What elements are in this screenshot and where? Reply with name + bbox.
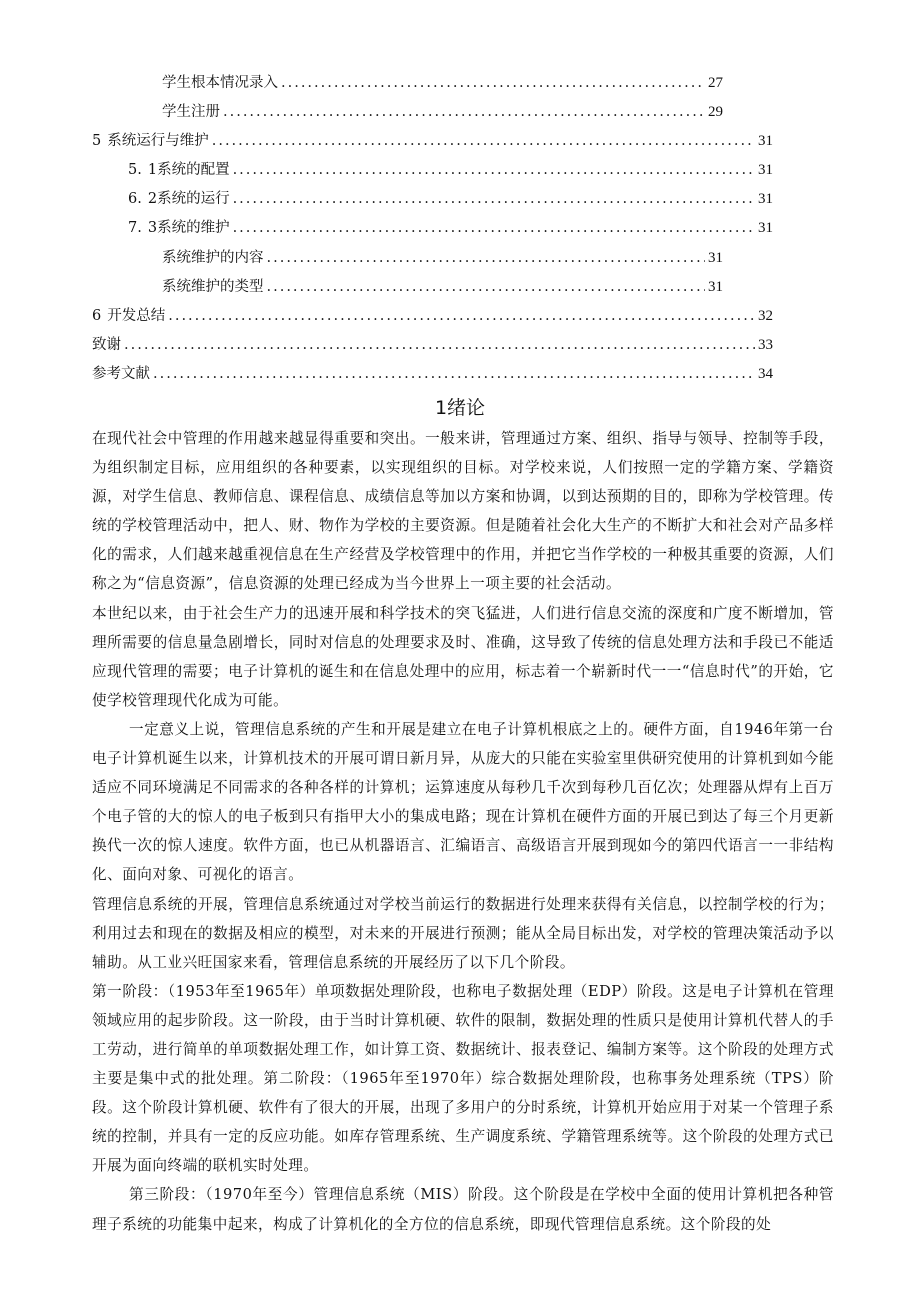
toc-page-number: 27	[708, 75, 723, 91]
body-paragraph: 第三阶段：（1970年至今）管理信息系统（MIS）阶段。这个阶段是在学校中全面的使用计算机把各种管理子系统的功能集中起来，构成了计算机化的全方位的信息系统，即现代管理信息系统。这个阶段的处	[92, 1186, 834, 1233]
toc-entry-title: 系统维护的类型	[162, 278, 264, 295]
toc-entry	[162, 98, 723, 127]
toc-page-number: 33	[758, 336, 773, 353]
toc-page-number: 31	[758, 191, 773, 208]
toc-dot-leader	[267, 273, 706, 302]
toc-page-number: 34	[758, 365, 773, 382]
chapter-title: 1绪论	[434, 397, 486, 419]
toc-dot-leader	[223, 98, 705, 127]
toc-dot-leader	[233, 185, 755, 214]
toc-page-number: 29	[708, 104, 723, 121]
toc-entry-title: 开发总结	[107, 307, 166, 324]
toc-dot-leader	[124, 331, 755, 360]
toc-entry	[128, 185, 773, 214]
toc-dot-leader	[168, 302, 755, 331]
toc-entry-number: 5.	[128, 162, 142, 179]
toc-page-number: 31	[758, 220, 773, 237]
toc-entry-title: 参考文献	[92, 365, 150, 382]
toc-dot-leader	[281, 69, 705, 98]
chapter-body	[92, 424, 834, 1239]
toc-entry-number: 7.	[128, 220, 142, 237]
toc-entry-title: 学生注册	[162, 104, 220, 121]
toc-entry-title: 致谢	[92, 336, 121, 353]
toc-entry	[162, 273, 723, 302]
body-paragraph: 管理信息系统的开展，管理信息系统通过对学校当前运行的数据进行处理来获得有关信息，以控制学校的行为；利用过去和现在的数据及相应的模型，对未来的开展进行预测；能从全局目标出发，对学校的管理决策活动予以辅助。从工业兴旺国家来看，管理信息系统的开展经历了以下几个阶段。	[92, 895, 834, 971]
toc-page-number: 31	[708, 278, 723, 295]
toc-entry	[92, 127, 773, 156]
toc-page-number: 31	[758, 162, 773, 179]
body-paragraph: 在现代社会中管理的作用越来越显得重要和突出。一般来讲，管理通过方案、组织、指导与领导、控制等手段，为组织制定目标，应用组织的各种要素，以实现组织的目标。对学校来说，人们按照一定的学籍方案、学籍资源，对学生信息、教师信息、课程信息、成绩信息等加以方案和协调，以到达预期的目的，即称为学校管理。传统的学校管理活动中，把人、财、物作为学校的主要资源。但是随着社会化大生产的不断扩大和社会对产品多样化的需求，人们越来越重视信息在生产经营及学校管理中的作用，并把它当作学校的一种极其重要的资源，人们称之为“信息资源”，信息资源的处理已经成为当今世界上一项主要的社会活动。	[92, 430, 834, 593]
toc-entry-title: 2系统的运行	[147, 191, 230, 208]
toc-entry-title: 1系统的配置	[147, 162, 230, 179]
toc-entry-title: 3系统的维护	[147, 220, 230, 237]
toc-dot-leader	[233, 214, 755, 243]
body-paragraph: 本世纪以来，由于社会生产力的迅速开展和科学技术的突飞猛进，人们进行信息交流的深度和广度不断增加，管理所需要的信息量急剧增长，同时对信息的处理要求及时、准确，这导致了传统的信息处理方法和手段已不能适应现代管理的需要；电子计算机的诞生和在信息处理中的应用，标志着一个崭新时代一一“信息时代”的开始，它使学校管理现代化成为可能。	[92, 604, 834, 709]
toc-dot-leader	[153, 360, 755, 389]
toc-entry-number: 5	[92, 133, 102, 150]
toc-entry	[128, 156, 773, 185]
toc-entry	[162, 244, 723, 273]
toc-dot-leader	[212, 127, 755, 156]
toc-entry	[92, 360, 773, 389]
toc-entry-title: 学生根本情况录入	[162, 75, 278, 91]
toc-page-number: 31	[708, 249, 723, 266]
toc-entry-title: 系统维护的内容	[162, 249, 264, 266]
toc-entry	[162, 69, 723, 98]
toc-page-number: 31	[758, 133, 773, 150]
toc-entry	[92, 331, 773, 360]
toc-entry	[92, 302, 773, 331]
body-paragraph: 第一阶段：（1953年至1965年）单项数据处理阶段，也称电子数据处理（EDP）阶段。这是电子计算机在管理领域应用的起步阶段。这一阶段，由于当时计算机硬、软件的限制，数据处理的性质只是使用计算机代替人的手工劳动，进行简单的单项数据处理工作，如计算工资、数据统计、报表登记、编制方案等。这个阶段的处理方式主要是集中式的批处理。第二阶段：（1965年至1970年）综合数据处理阶段，也称事务处理系统（TPS）阶段。这个阶段计算机硬、软件有了很大的开展，出现了多用户的分时系统，计算机开始应用于对某一个管理子系统的控制，并具有一定的反应功能。如库存管理系统、生产调度系统、学籍管理系统等。这个阶段的处理方式已开展为面向终端的联机实时处理。	[92, 982, 834, 1175]
toc-dot-leader	[267, 244, 706, 273]
table-of-contents	[0, 69, 920, 389]
body-paragraph: 一定意义上说，管理信息系统的产生和开展是建立在电子计算机根底之上的。硬件方面，自1946年第一台电子计算机诞生以来，计算机技术的开展可谓日新月异，从庞大的只能在实验室里供研究使用的计算机到如今能适应不同环境满足不同需求的各种各样的计算机；运算速度从每秒几千次到每秒几百亿次；处理器从焊有上百万个电子管的大的惊人的电子板到只有指甲大小的集成电路；现在计算机在硬件方面的开展已到达了每三个月更新换代一次的惊人速度。软件方面，也已从机器语言、汇编语言、高级语言开展到现如今的第四代语言一一非结构化、面向对象、可视化的语言。	[92, 720, 834, 884]
toc-entry-number: 6.	[128, 191, 142, 208]
toc-entry-number: 6	[92, 307, 102, 324]
toc-dot-leader	[233, 156, 755, 185]
toc-page-number: 32	[758, 307, 773, 324]
toc-entry	[128, 214, 773, 243]
toc-entry-title: 系统运行与维护	[107, 133, 209, 150]
